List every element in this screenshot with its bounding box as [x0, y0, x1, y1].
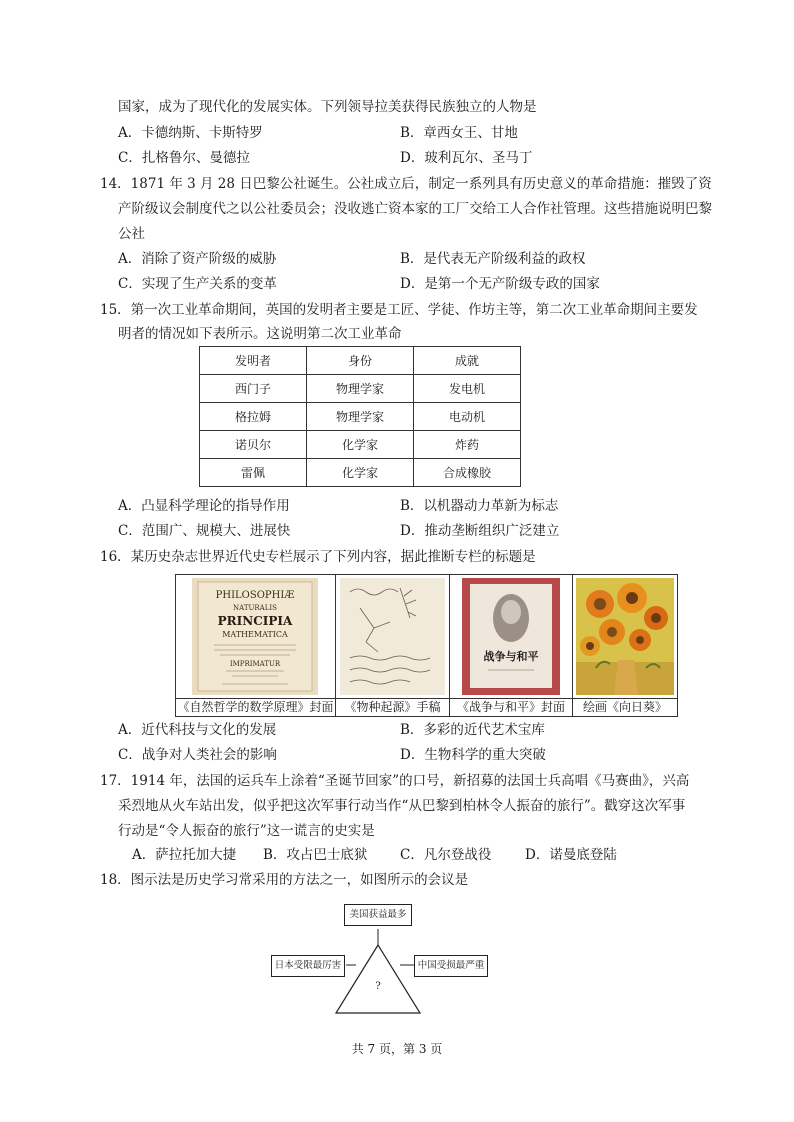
q16-stem-line1: 16．某历史杂志世界近代史专栏展示了下列内容，据此推断专栏的标题是: [100, 549, 536, 565]
q14-option-a[interactable]: A．消除了资产阶级的威胁: [118, 251, 277, 267]
q14-option-b[interactable]: B．是代表无产阶级利益的政权: [400, 251, 586, 267]
q13-option-a[interactable]: A．卡德纳斯、卡斯特罗: [118, 125, 263, 141]
triangle-question-mark: ?: [375, 981, 381, 992]
q15-option-b[interactable]: B．以机器动力革新为标志: [400, 498, 559, 514]
q17-stem-line3: 行动是“令人振奋的旅行”这一谎言的史实是: [118, 823, 375, 839]
q16-option-b[interactable]: B．多彩的近代艺术宝库: [400, 722, 545, 738]
image-cell-principia: [176, 575, 336, 716]
table-cell: 西门子: [200, 375, 307, 403]
diagram-box-china: 中国受损最严重: [414, 955, 488, 977]
principia-text-4: MATHEMATICA: [222, 630, 288, 639]
table-cell: 发电机: [414, 375, 521, 403]
table-cell: 物理学家: [307, 403, 414, 431]
q16-option-a[interactable]: A．近代科技与文化的发展: [118, 722, 277, 738]
q14-stem-line3: 公社: [118, 226, 145, 242]
table-cell: 炸药: [414, 431, 521, 459]
origin-manuscript-image: [340, 578, 445, 695]
war-and-peace-cover-image: [462, 578, 560, 695]
q14-stem-line2: 产阶级议会制度代之以公社委员会；没收逃亡资本家的工厂交给工人合作社管理。这些措施说明巴黎: [118, 201, 712, 217]
q18-stem-line1: 18．图示法是历史学习常采用的方法之一，如图所示的会议是: [100, 872, 469, 888]
q13-stem-tail: 国家，成为了现代化的发展实体。下列领导拉美获得民族独立的人物是: [118, 99, 537, 115]
image-cell-sunflowers: [573, 575, 677, 716]
q17-stem-line2: 采烈地从火车站出发，似乎把这次军事行动当作“从巴黎到柏林令人振奋的旅行”。戳穿这次军事: [118, 798, 686, 814]
q14-option-d[interactable]: D．是第一个无产阶级专政的国家: [400, 276, 600, 292]
principia-text-3: PRINCIPIA: [217, 614, 293, 628]
q15-option-a[interactable]: A．凸显科学理论的指导作用: [118, 498, 290, 514]
image-cell-war-and-peace: [450, 575, 573, 716]
q17-option-b[interactable]: B．攻占巴士底狱: [263, 847, 368, 863]
table-row: [200, 403, 521, 431]
caption-origin: 《物种起源》手稿: [336, 698, 449, 715]
q16-image-strip: [175, 574, 678, 717]
table-cell: 电动机: [414, 403, 521, 431]
table-cell: 合成橡胶: [414, 459, 521, 487]
q17-stem-line1: 17．1914 年，法国的运兵车上涂着“圣诞节回家”的口号，新招募的法国士兵高唱《马赛曲》，兴高: [100, 773, 690, 789]
table-cell: 雷佩: [200, 459, 307, 487]
q17-option-d[interactable]: D．诺曼底登陆: [525, 847, 617, 863]
q13-option-c[interactable]: C．扎格鲁尔、曼德拉: [118, 150, 250, 166]
q17-option-c[interactable]: C．凡尔登战役: [400, 847, 492, 863]
q16-option-c[interactable]: C．战争对人类社会的影响: [118, 747, 277, 763]
q14-option-c[interactable]: C．实现了生产关系的变革: [118, 276, 277, 292]
war-and-peace-title-text: 战争与和平: [483, 650, 539, 663]
q15-option-d[interactable]: D．推动垄断组织广泛建立: [400, 523, 560, 539]
q15-stem-line2: 明者的情况如下表所示。这说明第二次工业革命: [118, 326, 402, 342]
q13-option-b[interactable]: B．章西女王、甘地: [400, 125, 518, 141]
caption-sunflowers: 绘画《向日葵》: [573, 698, 677, 715]
diagram-box-japan: 日本受限最厉害: [271, 955, 345, 977]
diagram-box-usa: 美国获益最多: [344, 904, 412, 926]
image-cell-origin: [336, 575, 450, 716]
table-cell: 化学家: [307, 431, 414, 459]
table-row: [200, 431, 521, 459]
inventors-table: [199, 346, 521, 487]
table-cell: 发明者: [200, 347, 307, 375]
q14-stem-line1: 14．1871 年 3 月 28 日巴黎公社诞生。公社成立后，制定一系列具有历史意义的革命措施：摧毁了资: [100, 176, 712, 192]
caption-principia: 《自然哲学的数学原理》封面: [177, 700, 334, 714]
principia-text-2: NATURALIS: [233, 604, 277, 612]
q15-stem-line1: 15．第一次工业革命期间，英国的发明者主要是工匠、学徒、作坊主等，第二次工业革命期间主要发: [100, 302, 698, 318]
table-row: [200, 459, 521, 487]
table-header-row: [200, 347, 521, 375]
q13-option-d[interactable]: D．玻利瓦尔、圣马丁: [400, 150, 533, 166]
principia-text-1: PHILOSOPHIÆ: [215, 590, 295, 601]
table-cell: 诺贝尔: [200, 431, 307, 459]
table-cell: 成就: [414, 347, 521, 375]
page-footer: 共 7 页，第 3 页: [351, 1042, 443, 1056]
caption-war-and-peace: 《战争与和平》封面: [450, 698, 572, 715]
principia-text-5: IMPRIMATUR: [229, 660, 281, 668]
q16-option-d[interactable]: D．生物科学的重大突破: [400, 747, 546, 763]
q17-option-a[interactable]: A．萨拉托加大捷: [132, 847, 237, 863]
table-row: [200, 375, 521, 403]
sunflowers-painting-image: [576, 578, 674, 695]
principia-cover-image: [192, 578, 318, 695]
triangle-shape: [336, 945, 420, 1013]
q15-option-c[interactable]: C．范围广、规模大、进展快: [118, 523, 291, 539]
table-cell: 格拉姆: [200, 403, 307, 431]
table-cell: 化学家: [307, 459, 414, 487]
table-cell: 身份: [307, 347, 414, 375]
table-cell: 物理学家: [307, 375, 414, 403]
